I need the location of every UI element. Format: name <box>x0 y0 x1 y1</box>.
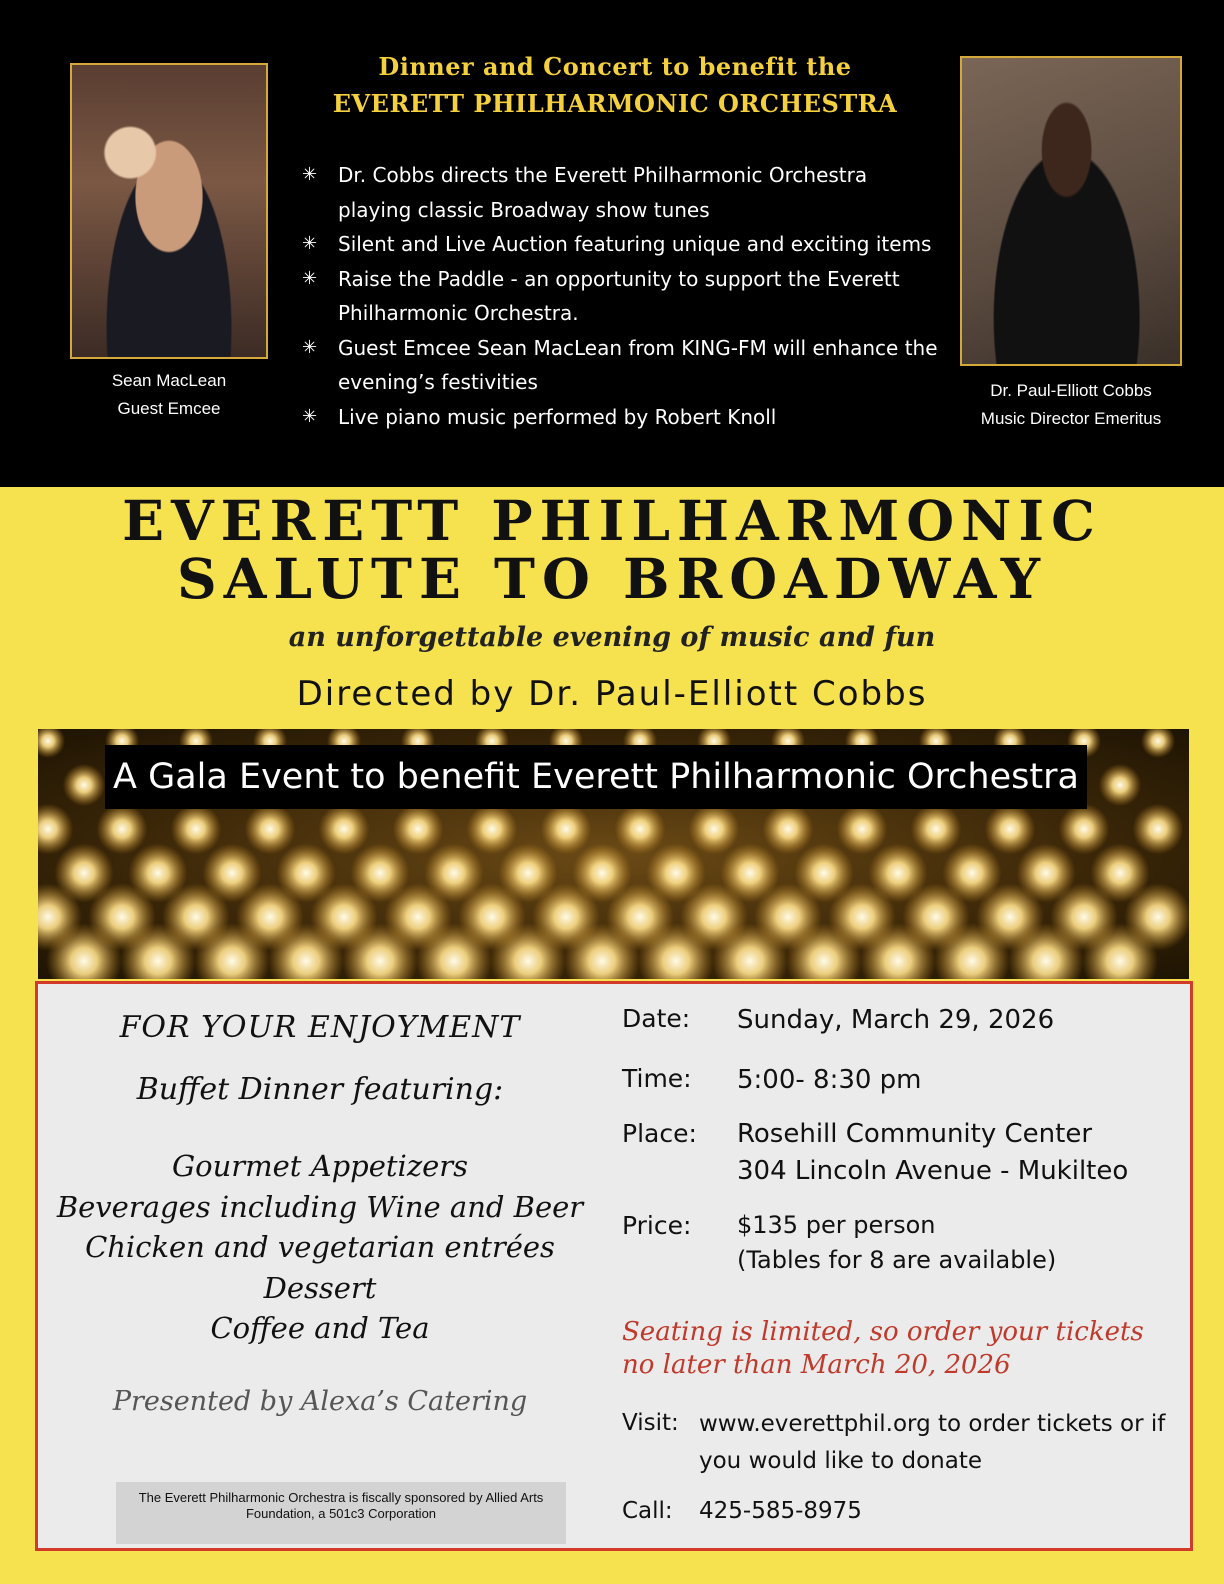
top-heading-line1: Dinner and Concert to benefit the <box>378 52 852 81</box>
right-person-name: Dr. Paul-Elliott Cobbs <box>990 381 1152 400</box>
feature-text: Raise the Paddle - an opportunity to support the Everett Philharmonic Orchestra. <box>338 266 900 325</box>
light-bulb <box>97 804 148 855</box>
list-item <box>300 227 940 262</box>
fiscal-sponsor-note: The Everett Philharmonic Orchestra is fiscally sponsored by Allied Arts Foundation, a 501c3 Corporation <box>116 1482 566 1544</box>
light-bulb <box>1133 804 1184 855</box>
time-label: Time: <box>622 1064 692 1093</box>
directed-by: Directed by Dr. Paul-Elliott Cobbs <box>296 674 928 714</box>
place-value <box>737 1116 1128 1190</box>
light-bulb <box>615 804 666 855</box>
main-title-line2: SALUTE TO BROADWAY <box>177 546 1047 611</box>
phone-number[interactable]: 425-585-8975 <box>699 1498 862 1524</box>
light-bulb <box>1099 764 1142 807</box>
price-value <box>737 1208 1056 1278</box>
price-label: Price: <box>622 1211 692 1240</box>
asterisk-icon: ✳ <box>302 267 318 289</box>
feature-text: Dr. Cobbs directs the Everett Philharmonic Orchestra playing classic Broadway show tunes <box>338 163 868 222</box>
date-label: Date: <box>622 1004 691 1033</box>
light-bulb <box>38 729 65 758</box>
date-value: Sunday, March 29, 2026 <box>737 1005 1055 1035</box>
list-item <box>300 331 940 400</box>
list-item <box>300 400 940 435</box>
gala-banner-text: A Gala Event to benefit Everett Philharmonic Orchestra <box>113 757 1079 797</box>
paul-elliott-cobbs-photo <box>960 56 1182 366</box>
menu-item: Beverages including Wine and Beer <box>56 1189 584 1224</box>
light-bulb <box>467 804 518 855</box>
feature-text: Guest Emcee Sean MacLean from KING-FM will enhance the evening’s festivities <box>338 335 938 394</box>
presented-by: Presented by Alexa’s Catering <box>112 1386 528 1417</box>
price-per-person: $135 per person <box>737 1211 936 1239</box>
feature-list <box>300 158 940 434</box>
place-address: 304 Lincoln Avenue - Mukilteo <box>737 1156 1129 1186</box>
feature-text: Live piano music performed by Robert Knoll <box>338 404 777 429</box>
left-person-role: Guest Emcee <box>117 399 221 418</box>
light-bulb <box>689 804 740 855</box>
buffet-heading: Buffet Dinner featuring: <box>136 1072 504 1107</box>
light-bulb <box>1059 804 1110 855</box>
light-bulb <box>1141 729 1175 758</box>
top-heading-line2: EVERETT PHILHARMONIC ORCHESTRA <box>332 89 898 118</box>
seating-notice: Seating is limited, so order your tickets no later than March 20, 2026 <box>622 1317 1144 1380</box>
price-tables-note: (Tables for 8 are available) <box>737 1246 1057 1274</box>
light-bulb <box>911 804 962 855</box>
left-photo-caption <box>70 367 268 423</box>
light-bulb <box>541 804 592 855</box>
website-link-text[interactable]: www.everettphil.org to order tickets or if you would like to donate <box>699 1411 1166 1474</box>
light-bulb <box>63 764 106 807</box>
place-name: Rosehill Community Center <box>737 1119 1093 1149</box>
asterisk-icon: ✳ <box>302 164 318 185</box>
right-photo-caption <box>960 377 1182 433</box>
visit-label: Visit: <box>622 1410 679 1436</box>
list-item <box>300 158 940 227</box>
list-item <box>300 262 940 331</box>
light-bulb <box>38 804 73 855</box>
menu-item: Coffee and Tea <box>210 1311 430 1345</box>
light-bulb <box>319 804 370 855</box>
right-person-role: Music Director Emeritus <box>980 409 1162 428</box>
menu-list <box>40 1146 600 1349</box>
asterisk-icon: ✳ <box>302 233 318 254</box>
main-title-line1: EVERETT PHILHARMONIC <box>122 488 1102 553</box>
top-heading <box>290 48 940 122</box>
main-title <box>0 488 1224 611</box>
place-label: Place: <box>622 1119 697 1148</box>
light-bulb <box>171 804 222 855</box>
feature-text: Silent and Live Auction featuring unique and exciting items <box>338 232 932 256</box>
menu-item: Dessert <box>263 1270 377 1305</box>
light-bulb <box>763 804 814 855</box>
asterisk-icon: ✳ <box>302 336 318 358</box>
asterisk-icon: ✳ <box>302 405 318 427</box>
light-bulb <box>245 804 296 855</box>
menu-item: Chicken and vegetarian entrées <box>85 1230 555 1264</box>
tagline: an unforgettable evening of music and fun <box>288 622 936 653</box>
call-label: Call: <box>622 1498 673 1524</box>
light-bulb <box>985 804 1036 855</box>
time-value: 5:00- 8:30 pm <box>737 1065 922 1095</box>
menu-item: Gourmet Appetizers <box>171 1149 469 1183</box>
light-bulb <box>393 804 444 855</box>
left-person-name: Sean MacLean <box>111 371 227 390</box>
light-bulb <box>837 804 888 855</box>
enjoyment-heading: FOR YOUR ENJOYMENT <box>119 1010 521 1045</box>
sean-maclean-photo <box>70 63 268 359</box>
